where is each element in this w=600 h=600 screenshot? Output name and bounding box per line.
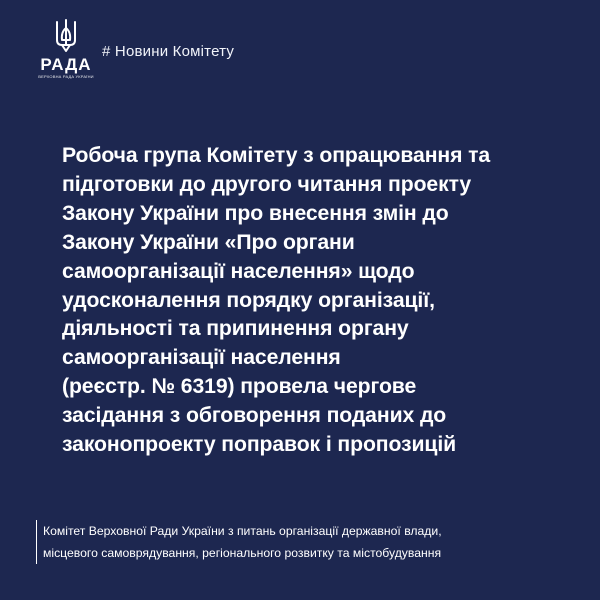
headline-line: (реєстр. № 6319) провела чергове xyxy=(62,375,417,399)
headline-line: Закону України про внесення змін до xyxy=(62,201,449,225)
footer-line: місцевого самоврядування, регіонального розвитку та містобудування xyxy=(43,546,442,560)
headline-line: діяльності та припинення органу xyxy=(62,317,409,341)
headline xyxy=(62,142,582,460)
logo-subtitle: ВЕРХОВНА РАДА УКРАЇНИ xyxy=(38,74,94,79)
footer-line: Комітет Верховної Ради України з питань організації державної влади, xyxy=(43,524,442,538)
logo-word: РАДА xyxy=(40,55,92,74)
headline-line: засідання з обговорення поданих до xyxy=(62,404,447,428)
rada-logo xyxy=(36,18,96,79)
news-tag[interactable]: # Новини Комітету xyxy=(102,43,235,60)
headline-line: удосконалення порядку організації, xyxy=(62,288,435,312)
header xyxy=(36,18,234,79)
headline-line: самоорганізації населення» щодо xyxy=(62,259,415,283)
headline-line: підготовки до другого читання проекту xyxy=(62,172,472,196)
committee-footer xyxy=(36,520,600,564)
headline-line: Робоча група Комітету з опрацювання та xyxy=(62,144,491,167)
trident-emblem-icon xyxy=(53,18,79,54)
headline-line: самоорганізації населення xyxy=(62,346,341,370)
headline-line: законопроекту поправок і пропозицій xyxy=(62,433,457,457)
headline-line: Закону України «Про органи xyxy=(62,230,355,254)
